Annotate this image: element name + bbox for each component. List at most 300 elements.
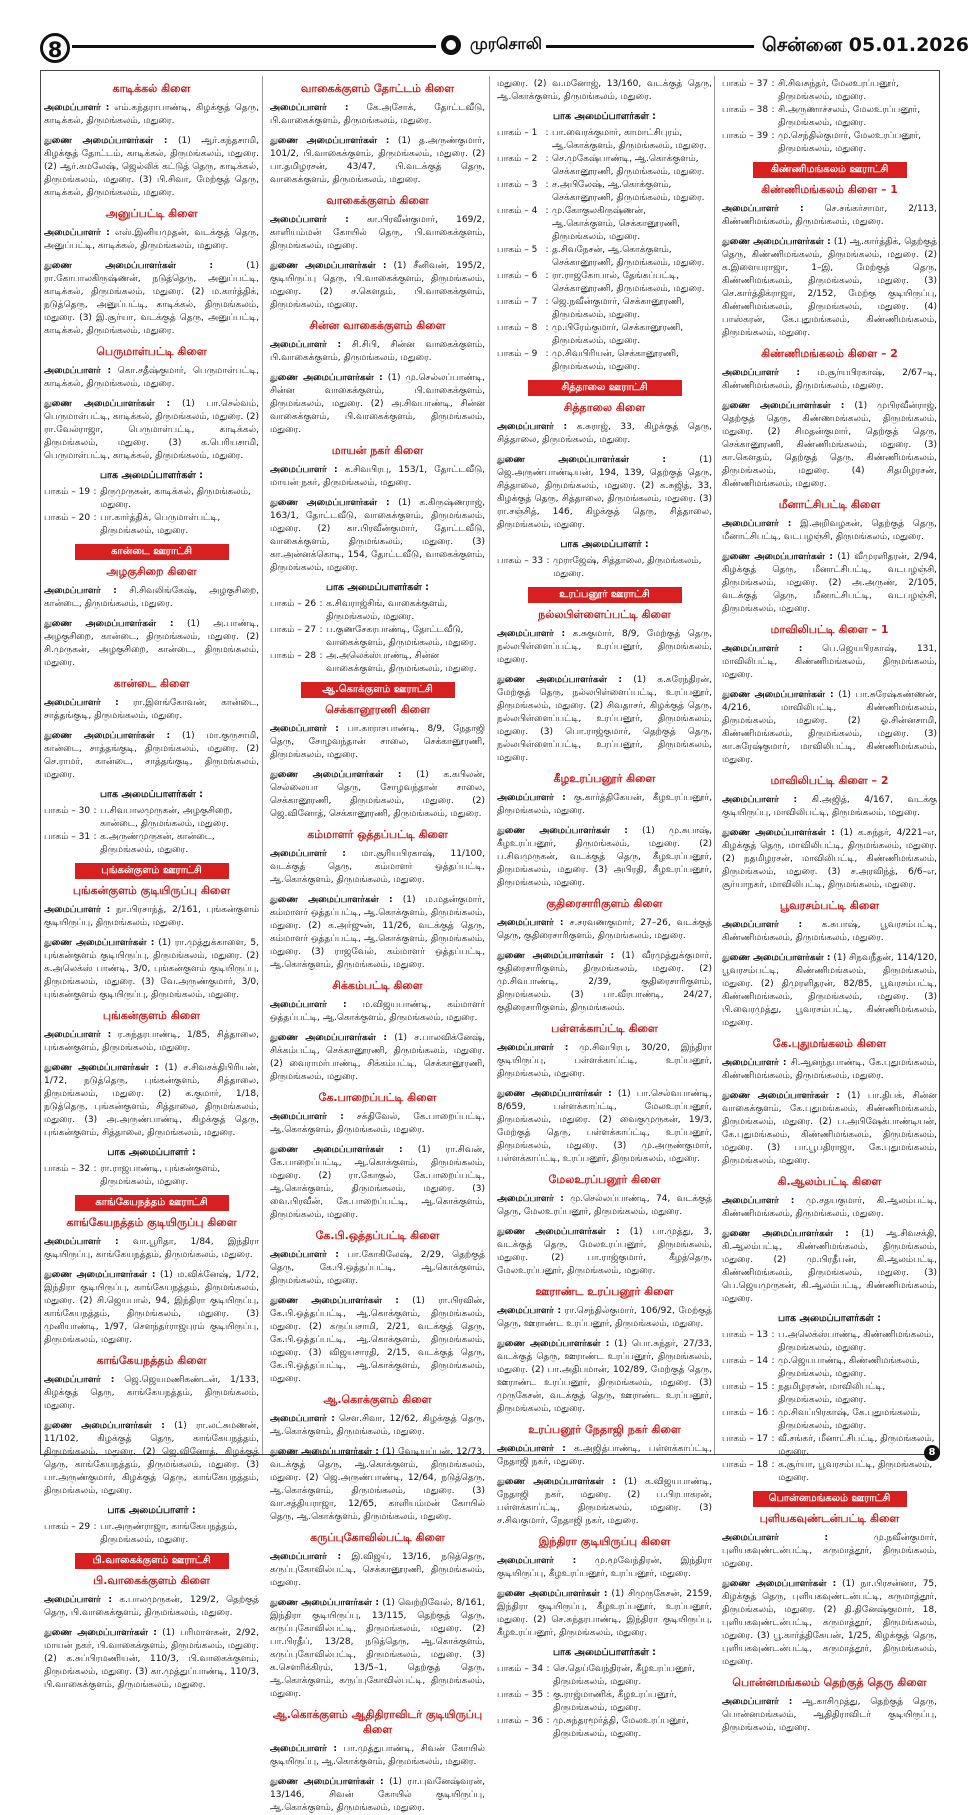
member-entry (44, 365, 259, 391)
entry-label: துணை அமைப்பாளர்கள் : (270, 1296, 399, 1306)
entry-label: அமைப்பாளர் : (722, 644, 803, 654)
member-entry (497, 674, 712, 765)
booth-row (722, 1407, 937, 1433)
branch-heading: ஆ.கொக்குளம் ஆதிதிராவிடர் குடியிருப்பு கிளை (272, 1708, 483, 1736)
separator: : (771, 79, 775, 89)
booth-member: மு.பிரேம்குமார், செக்கானூரணி, திருமங்கலம், மதுரை. (552, 323, 684, 346)
entry-text: (1) மா.குருசாமி, கான்டை, சாத்தங்குடி, திருமங்கலம், மதுரை. (2) செ.ராமர், கான்டை, சாத்தங்குடி, திருமங்கலம், மதுரை. (44, 731, 259, 780)
member-entry (722, 1696, 937, 1735)
entry-label: அமைப்பாளர் : (722, 795, 798, 805)
branch-heading: கம்மாளர் ஒத்தப்பட்டி கிளை (307, 828, 448, 841)
entry-text: (1) க.சுந்தர், 4/221–எ, கிழக்குத் தெரு, மாவிலிபட்டி, திருமங்கலம், மதுரை. (2) நதமிழரசன், மாவிலிபட்டி, கிண்ணிமங்கலம், திருமங்கலம், மதுரை. (3) ச.அரவிந்த், 6/6–எ, சூர்யாநகர், மாவிலிபட்டி, திருமங்கலம், மதுரை. (722, 828, 937, 890)
dateline: சென்னை 05.01.2026 (762, 34, 969, 56)
booth-row (497, 270, 712, 296)
booth-row (44, 831, 259, 857)
entry-label: துணை அமைப்பாளர்கள் : (722, 237, 831, 247)
branch-heading: புளியகவுண்டன்பட்டி கிளை (759, 1512, 900, 1525)
booth-list (44, 1521, 259, 1547)
member-entry (44, 1269, 259, 1347)
booth-member: முராஜேஷ், சித்தாலை, திருமங்கலம், மதுரை. (553, 556, 702, 579)
entry-label: துணை அமைப்பாளர்கள் : (722, 401, 845, 411)
booth-member: சி.சிவசுந்தர், மேலஉரப்பனூர், திருமங்கலம், மதுரை. (778, 79, 899, 102)
member-entry (497, 1555, 712, 1581)
entry-label: அமைப்பாளர் : (270, 103, 349, 113)
branch-heading: மாவிலிபட்டி கிளை – 1 (770, 623, 889, 636)
member-entry (44, 585, 259, 611)
booth-number: பாகம் – 26 (270, 599, 317, 609)
booth-number: பாகம் – 15 (722, 1382, 769, 1392)
entry-label: அமைப்பாளர் : (270, 465, 338, 475)
booth-member: செ.தெய்வேந்திரன், கீழஉரப்பனூர், திருமங்கலம், மதுரை. (553, 1664, 695, 1687)
booth-number: பாகம் – 8 (497, 323, 538, 333)
member-entry (497, 454, 712, 532)
entry-label: அமைப்பாளர் : (44, 1030, 112, 1040)
column-divider (714, 76, 715, 1454)
branch-heading: புங்கன்குளம் கிளை (102, 1009, 201, 1022)
entry-text: (1) பொ.சுந்தர், 27/33, வடக்குத் தெரு, ஊராண்ட உரப்பனூர், திருமங்கலம், மதுரை. (2) பா.அதிபமான், 102/89, மேற்குத் தெரு, ஊராண்ட உரப்பனூர், திருமங்கலம், மதுரை. (3) முருகேசன், வடக்குத் தெரு, ஊராண்ட உரப்பனூர், திருமங்கலம், மதுரை. (497, 1339, 712, 1414)
panchayat-banner: சித்தாலை ஊராட்சி (528, 380, 682, 396)
entry-text: (1) நா.பிரசன்னா, 75, கிழக்குத் தெரு, புளியகவுண்டன்பட்டி, கருமாத்தூர், திருமங்கலம், மதுரை. (2) தி.தினேஷ்குமார், 18, புளியகவுண்டன்பட்டி, கருமாத்தூர், திருமங்கலம், மதுரை. (3) பூ.கார்த்திகேயன், 1/25, கிழக்குத் தெரு, புளியகவுண்டன்பட்டி, கருமாத்தூர், திருமங்கலம், மதுரை. (722, 1579, 938, 1667)
booth-row (270, 650, 485, 676)
entry-text: ம.விஜயபாண்டி, கம்மாளர் ஒத்தப்பட்டி, ஆ.கொக்குளம், திருமங்கலம், மதுரை. (270, 1000, 485, 1023)
member-entry (44, 398, 259, 463)
entry-label: அமைப்பாளர் : (722, 1533, 829, 1543)
entry-label: அமைப்பாளர் : (270, 1250, 339, 1260)
member-entry (44, 1062, 259, 1140)
entry-label: துணை அமைப்பாளர்கள் : (270, 1145, 403, 1155)
booth-list (497, 555, 712, 581)
booth-number: பாகம் – 29 (44, 1522, 91, 1532)
entry-label: அமைப்பாளர் : (722, 1058, 787, 1068)
member-entry (270, 1551, 485, 1590)
member-entry (722, 794, 937, 820)
member-entry (722, 1057, 937, 1083)
branch-heading: அழகுசிறை கிளை (106, 565, 197, 578)
member-entry (722, 1090, 937, 1168)
entry-text: (1) ரா.கோபாலகிருஷ்ணன், நடுத்தெரு, அனுப்பட்டி, காடிக்கல், திருமங்கலம், மதுரை. (2) ம.கார்த்திக், நடுத்தெரு, அனுப்பட்டி, காடிக்கல், திருமங்கலம், மதுரை. (3) இ.சூர்யா, வடக்குத் தெரு, அனுப்பட்டி, காடிக்கல், திருமங்கலம், மதுரை. (44, 261, 259, 336)
branch-heading: இந்திரா குடியிருப்பு கிளை (538, 1535, 671, 1548)
entry-text: சி.ஆனந்தபாண்டி, கே.புதுமங்கலம், கிண்ணிமங்கலம், திருமங்கலம், மதுரை. (722, 1058, 937, 1081)
entry-label: துணை அமைப்பாளர்கள் : (44, 619, 174, 629)
branch-heading: வாகைக்குளம் தோட்டம் கிளை (300, 82, 455, 95)
entry-text: (1) சிநவநீதன், 114/120, பூவரசம்பட்டி, கிண்ணிமங்கலம், திருமங்கலம், மதுரை. (2) திமுரளிதரன், 82/85, பூவரசம்பட்டி, கிண்ணிமங்கலம், திருமங்கலம், மதுரை. (3) பி.வைரமுத்து, பூவரசம்பட்டி, கிண்ணிமங்கலம், மதுரை. (722, 953, 937, 1028)
entry-label: துணை அமைப்பாளர்கள் : (722, 1091, 840, 1101)
booth-row (497, 127, 712, 153)
branch-heading: சின்ன வாகைக்குளம் கிளை (309, 319, 446, 332)
member-entry (497, 792, 712, 818)
panchayat-banner: புங்கன்குளம் ஊராட்சி (75, 863, 229, 879)
booth-row (44, 512, 259, 538)
member-entry (44, 1594, 259, 1620)
entry-text: (1) ரா.பிரவின், கே.பி.ஒத்தப்பட்டி, ஆ.கொக்குளம், திருமங்கலம், மதுரை. (2) கருப்பசாமி, 2/21, வடக்குத் தெரு, கே.பி.ஒத்தப்பட்டி, ஆ.கொக்குளம், திருமங்கலம், மதுரை. (3) விஜயசாரதி, 2/15, வடக்குத் தெரு, கே.பி.ஒத்தப்பட்டி, ஆ.கொக்குளம், திருமங்கலம், மதுரை. (270, 1296, 485, 1384)
entry-text: ரா.இளங்கோவன், கான்டை, சாத்தங்குடி, திருமங்கலம், மதுரை. (44, 698, 259, 721)
booth-row (722, 104, 937, 130)
branch-heading: கிண்ணிமங்கலம் கிளை – 2 (761, 347, 898, 360)
entry-label: அமைப்பாளர் : (270, 724, 339, 734)
section-subheading: பாக அமைப்பாளர் : (107, 1147, 196, 1158)
entry-text: சௌ.சிவா, 12/62, கிழக்குத் தெரு, ஆ.கொக்குளம், திருமங்கலம், மதுரை. (270, 1414, 485, 1437)
member-entry (270, 1249, 485, 1288)
booth-row (497, 1715, 712, 1741)
section-subheading: பாக அமைப்பாளர் : (560, 539, 649, 550)
entry-label: துணை அமைப்பாளர்கள் : (497, 1477, 616, 1487)
booth-member: க.அருண்முருகன், கான்டை, திருமங்கலம், மதுரை. (100, 832, 215, 855)
entry-text: (1) முபிரவீன்ராஜ், தெற்குத் தெரு, கிண்ணமங்கலம், திருமங்கலம், மதுரை. (2) சிமதன்குமார், தெற்குத் தெரு, செக்கானூரணி, கிண்ணிமங்கலம், மதுரை. (3) கா.கௌதம், தெற்குத் தெரு, கிண்ணிமங்கலம், திருமங்கலம், மதுரை. (4) சிதமிழரசன், கிண்ணிமங்கலம், மதுரை. (722, 401, 937, 489)
entry-text: (1) பா.திபக், சின்ன வாகைக்குளம், கே.புதுமங்கலம், கிண்ணிமங்கலம், திருமங்கலம், மதுரை. (2) ப.அபிஷேக்பாண்டியன், கே.புதுமங்கலம், கிண்ணிமங்கலம், திருமங்கலம், மதுரை. (3) பா.பூபதிராஜா, கே.புதுமங்கலம், திருமங்கலம், மதுரை. (722, 1091, 937, 1166)
booth-member: மு.சுந்தரமூர்த்தி, மேலஉரப்பனூர், திருமங்கலம், மதுரை. (553, 1716, 689, 1739)
entry-label: அமைப்பாளர் : (722, 1196, 795, 1206)
entry-text: (1) ரா.புவனேஷ்வரன், 13/146, சிவன் கோயில் குடியிருப்பு, ஆ.கொக்குளம், திருமங்கலம், மதுரை. (270, 1777, 485, 1813)
entry-text: (1) வேடியப்பன், 12/73, வடக்குத் தெரு, ஆ.கொக்குளம், திருமங்கலம், மதுரை. (2) ஜெ.அருண்பாண்டி, 12/64, நடுத்தெரு, ஆ.கொக்குளம், திருமங்கலம், மதுரை. (3) வா.சத்தியராஜா, 12/65, காளியம்மன் கோயில் தெரு, ஆ.கொக்குளம், திருமங்கலம், மதுரை. (270, 1447, 485, 1522)
booth-row (497, 179, 712, 205)
member-entry (497, 1042, 712, 1081)
entry-label: துணை அமைப்பாளர்கள் : (270, 498, 390, 508)
member-entry (270, 372, 485, 437)
member-entry (722, 1195, 937, 1221)
branch-heading: புங்கன்குளம் குடியிருப்பு கிளை (72, 884, 231, 897)
separator: : (93, 832, 97, 842)
entry-text: (1) பா.சுரேஷ்கண்ணன், 4/216, மாவிலிபட்டி, கிண்ணிமங்கலம், திருமங்கலம், மதுரை. (2) ஓ.சின்னசாமி, கிண்ணிமங்கலம், திருமங்கலம், மதுரை. (3) கா.சுரேஷ்குமார், மாவிலிபட்டி, கிண்ணிமங்கலம், மதுரை. (722, 690, 937, 765)
entry-text: (1) வீரமுத்துக்குமார், குதிரைசாரிகுளம், திருமங்கலம், மதுரை. (2) மு.சிவபாண்டி, 2/39, குதிரைசாரிகுளம், திருமங்கலம். (3) பா.வீரபாண்டி, 24/27, குதிரைசாரிகுளம், திருமங்கலம். (497, 951, 712, 1013)
entry-text: (1) பா.செல்வபாண்டி, 8/659, பள்ளக்காப்ட்டி, மேலஉரப்பனூர், திருமங்கலம், மதுரை. (2) வைகுமுருகன், 19/3, மேற்குத் தெரு, பள்ளக்காப்ட்டி, உரப்பனூர், திருமங்கலம், மதுரை. (3) மு.அருண்குமார், பள்ளக்காப்ட்டி, உரப்பனூர், திருமங்கலம், மதுரை. (497, 1089, 712, 1164)
member-entry (497, 1476, 712, 1528)
entry-text: (1) க.விஜயபாண்டி, நேதாஜி நகர், மதுரை. (2) ப.பிரபாகரன், பள்ளக்காப்ட்டி, திருமங்கலம், மதுரை. (3) ச.சிவகுமார், நேதாஜி நகர், மதுரை. (497, 1477, 712, 1526)
booth-row (497, 1663, 712, 1689)
booth-number: பாகம் – 17 (722, 1434, 769, 1444)
member-entry (44, 1420, 259, 1498)
entry-text: பெ.ஜெயபிரகாஷ், 131, மாவிலிபட்டி, கிண்ணிமங்கலம், திருமங்கலம், மதுரை. (722, 644, 937, 680)
entry-label: துணை அமைப்பாளர்கள் : (44, 1063, 159, 1073)
entry-text: (1) அ.பாண்டி, அழகுசிறை, கான்டை, திருமங்கலம், மதுரை. (2) சி.முருகன், அழகுசிறை, கான்டை, திருமங்கலம், மதுரை. (44, 619, 259, 668)
member-entry (497, 1443, 712, 1469)
section-subheading: பாக அமைப்பாளர்கள் : (325, 582, 429, 593)
booth-row (497, 205, 712, 244)
entry-label: துணை அமைப்பாளர்கள் : (722, 1579, 837, 1589)
member-entry (270, 848, 485, 887)
booth-row (722, 78, 937, 104)
masthead-rule-right (546, 45, 754, 48)
entry-text: ரா.செந்தில்குமார், 106/92, மேற்குத் தெரு, ஊராண்ட உரப்பனூர், திருமங்கலம், மதுரை. (497, 1306, 712, 1329)
booth-member: ப.சிவபாலமுருகன், அழகுசிறை, கான்டை, திருமங்கலம், மதுரை. (100, 806, 233, 829)
member-entry (44, 904, 259, 930)
column-3 (497, 78, 712, 1739)
member-entry (270, 1413, 485, 1439)
entry-text: (1) ம.விக்னேஷ், 1/72, இந்திரா குடியிருப்பு, காங்கேயநத்தம், திருமங்கலம், மதுரை. (2) சி.ஜெயபால், 94, இந்திரா குடியிருப்பு, காங்கேயநத்தம், திருமங்கலம், மதுரை. (3) முனியாண்டி, 1/97, சௌந்தர்ராஜபுரம் குடியிருப்பு, திருமங்கலம், மதுரை. (44, 1270, 259, 1345)
entry-text: (1) மு.செல்லப்பாண்டி, சின்ன வாகைக்குளம், பி.வாகைக்குளம், திருமங்கலம், மதுரை. (2) அ.சிவபாண்டி, சின்ன வாகைக்குளம், பி.வாகைக்குளம், திருமங்கலம், மதுரை. (270, 373, 486, 435)
column-2 (270, 78, 486, 1813)
booth-number: பாகம் – 6 (497, 271, 538, 281)
separator: : (771, 1356, 775, 1366)
entry-label: அமைப்பாளர் : (497, 1556, 577, 1566)
booth-member: செ.முகேஷ்பாண்டி, ஆ.கொக்குளம், செக்கானூரணி, திருமங்கலம், மதுரை. (552, 154, 705, 177)
entry-label: அமைப்பாளர் : (722, 204, 804, 214)
entry-text: (1) க.கபிலன், செல்லையா தெரு, சோழவந்தான் சாலை, செக்கானூரணி, திருமங்கலம், மதுரை. (2) ஜெ.வினோத், செக்கானூரணி, திருமங்கலம், மதுரை. (270, 770, 485, 819)
member-entry (722, 203, 937, 229)
booth-number: பாகம் – 30 (44, 806, 91, 816)
entry-text: சி.சிவலிங்கேஷ், அழகுசிறை, கான்டை, திருமங்கலம், மதுரை. (44, 586, 259, 609)
member-entry (270, 999, 485, 1025)
member-entry (44, 1627, 259, 1692)
entry-text: (1) ச.பாலவிக்னேஷ், சிக்கம்பட்டி, செக்கானூரணி, திருமங்கலம், மதுரை. (2) வைராமர்பாண்டி, சிக்கம்பட்டி, செக்கானூரணி, திருமங்கலம், மதுரை. (270, 1033, 485, 1082)
entry-text: கி.அஜித், 4/167, வடக்கு குடியிருப்பு, மாவிலிபட்டி, திருமங்கலம், மதுரை. (722, 795, 937, 818)
separator: : (319, 625, 323, 635)
booth-row (497, 322, 712, 348)
separator: : (771, 105, 775, 115)
panchayat-banner: உரப்பனூர் ஊராட்சி (528, 587, 682, 603)
booth-number: பாகம் – 39 (722, 131, 769, 141)
entry-label: அமைப்பாளர் : (270, 1414, 335, 1424)
entry-text: (1) மு.சுபாஷ், கீழஉரப்பனூர், திருமங்கலம், மதுரை. (2) ப.சிவமுருகன், வடக்குத் தெரு, கீழஉரப்பனூர், திருமங்கலம், மதுரை. (3) அபிரதி, கீழஉரப்பனூர், திருமங்கலம், மதுரை. (497, 826, 712, 888)
branch-heading: மீனாட்சிபட்டி கிளை (778, 498, 881, 511)
entry-label: அமைப்பாளர் : (722, 920, 803, 930)
booth-row (497, 1689, 712, 1715)
separator: : (93, 806, 97, 816)
booth-number: பாகம் – 38 (722, 105, 769, 115)
separator: : (771, 1460, 775, 1470)
member-entry (270, 135, 485, 187)
member-entry (497, 1193, 712, 1219)
entry-label: துணை அமைப்பாளர்கள் : (44, 1421, 165, 1431)
entry-text: மு.நவீன்குமார், புளியகவுண்டன்பட்டி, கருமாத்தூர், திருமங்கலம், மதுரை. (722, 1533, 937, 1569)
entry-label: துணை அமைப்பாளர்கள் : (270, 1777, 384, 1787)
masthead (0, 0, 972, 62)
booth-list (270, 598, 485, 676)
booth-member: மு.சிவபிரியன், செக்கானூரணி, திருமங்கலம், மதுரை. (552, 349, 679, 372)
entry-text: ஆ.காசிமுத்து, தெற்குத் தெரு, பொன்னமங்கலம், ஆதிதிராவிடர் குடியிருப்பு, திருமங்கலம், மதுரை. (722, 1697, 937, 1733)
member-entry (270, 723, 485, 762)
booth-number: பாகம் – 37 (722, 79, 769, 89)
entry-label: துணை அமைப்பாளர்கள் : (270, 895, 393, 905)
branch-heading: உரப்பனூர் நேதாஜி நகர் கிளை (528, 1423, 681, 1436)
entry-text: (1) ஆர்.கந்தசாமி, கிழக்குத் தோட்டம், காடிக்கல், திருமங்கலம், மதுரை. (2) ஆர்.கமலேஷ், ஜெல்லிக் கட்டுத் தெரு, காடிக்கல், திருமங்கலம், மதுரை. (3) பி.சிவா, மேற்குத் தெரு, காடிக்கல், திருமங்கலம், மதுரை. (44, 136, 259, 198)
booth-member: மு.கோகுலகிருஷ்ணன், ஆ.கொக்குளம், செக்கானூரணி, திருமங்கலம், மதுரை. (552, 206, 680, 242)
entry-text: பா.முத்துபாண்டி, சிவன் கோயில் குடியிருப்பு, ஆ.கொக்குளம், திருமங்கலம், மதுரை. (270, 1744, 485, 1767)
booth-member: பா.வைரக்குமார், காமாட்சிபுரம், ஆ.கொக்குளம், திருமங்கலம், மதுரை. (552, 128, 707, 151)
member-entry (270, 464, 485, 490)
branch-heading: கே.புதுமங்கலம் கிளை (772, 1037, 887, 1050)
branch-heading: பள்ளக்காப்ட்டி கிளை (551, 1022, 658, 1035)
entry-label: துணை அமைப்பாளர்கள் : (270, 1447, 379, 1457)
booth-row (722, 1381, 937, 1407)
booth-number: பாகம் – 28 (270, 651, 317, 661)
entry-label: துணை அமைப்பாளர்கள் : (44, 261, 213, 271)
member-entry (44, 135, 259, 200)
booth-member: ச.அபிலேஷ், ஆ.கொக்குளம், செக்கானூரணி, திருமங்கலம், மதுரை. (552, 180, 705, 203)
entry-label: துணை அமைப்பாளர்கள் : (722, 1229, 849, 1239)
column-divider (489, 76, 490, 1454)
entry-label: துணை அமைப்பாளர்கள் : (497, 951, 615, 961)
entry-text: மதுரை. (2) வ.மனோஜ், 13/160, வடக்குத் தெரு, ஆ.கொக்குளம், திருமங்கலம், மதுரை. (497, 79, 712, 102)
entry-text: ஜெ.ஜெயமணிகண்டன், 1/133, கிழக்குத் தெரு, காங்கேயநத்தம், திருமங்கலம், மதுரை. (44, 1375, 259, 1411)
member-entry (270, 1295, 485, 1386)
booth-number: பாகம் – 18 (722, 1460, 769, 1470)
member-entry (270, 1446, 485, 1524)
member-entry (722, 919, 937, 945)
member-entry (722, 1228, 937, 1306)
booth-member: திருமுருகன், காடிக்கல், திருமங்கலம், மதுரை. (100, 487, 251, 510)
entry-label: துணை அமைப்பாளர்கள் : (497, 1227, 620, 1237)
branch-heading: கி.ஆலம்பட்டி கிளை (777, 1175, 882, 1188)
member-entry (270, 214, 485, 253)
entry-text: செ.சங்கர்சாமா, 2/113, கிண்ணிமங்கலம், திருமங்கலம், மதுரை. (722, 204, 937, 227)
entry-label: அமைப்பாளர் : (270, 1000, 347, 1010)
booth-member: ரா.ராஜகோபால், தேங்கப்பட்டி, செக்கானூரணி, திருமங்கலம், மதுரை. (552, 271, 705, 294)
member-entry (270, 260, 485, 312)
entry-label: அமைப்பாளர் : (497, 1306, 562, 1316)
booth-number: பாகம் – 19 (44, 487, 91, 497)
entry-label: அமைப்பாளர் : (497, 918, 564, 928)
booth-row (44, 805, 259, 831)
booth-member: மு.செந்தில்குமார், மேலஉரப்பனூர், திருமங்கலம், மதுரை. (778, 131, 922, 154)
booth-list (44, 805, 259, 857)
branch-heading: ஊராண்ட உரப்பனூர் கிளை (535, 1285, 674, 1298)
booth-row (497, 244, 712, 270)
member-entry (497, 825, 712, 890)
entry-text: ர.சுந்தரபாண்டி, 1/85, சித்தாலை, புங்கன்குளம், திருமங்கலம், மதுரை. (44, 1030, 259, 1053)
entry-text: எம்.கந்தராபாண்டி, கிழக்குத் தெரு, காடிக்கல், திருமங்கலம், மதுரை. (44, 103, 259, 126)
member-entry (497, 78, 712, 104)
entry-text: (1) வெற்றிவேல், 8/161, இந்திரா குடியிருப்பு, 13/115, தெற்குத் தெரு, கருப்புகோவில்பட்டி, திருமங்கலம், மதுரை. (2) பா.பிரதீப், 13/28, நடுத்தெரு, ஆ.கொக்குளம், கருப்புகோவில்பட்டி, திருமங்கலம், மதுரை. (3) க.சௌரிக்கிரம், 13/5–1, தெற்குத் தெரு, ஆ.கொக்குளம், கருப்புகோவில்பட்டி, திருமங்கலம், மதுரை. (270, 1598, 485, 1699)
entry-text: எஸ்.இனியமுதன், வடக்குத் தெரு, அனுப்பட்டி, காடிக்கல், திருமங்கலம், மதுரை. (44, 228, 259, 251)
entry-text: (1) சிமுருகேசன், 2159, இந்திரா குடியிருப்பு, கீழஉரப்பனூர், உரப்பனூர், மதுரை. (2) செ.சுந்தரபாண்டி, இந்திரா குடியிருப்பு, கீழஉரப்பனூர், திருமங்கலம், மதுரை. (497, 1589, 712, 1638)
member-entry (722, 551, 937, 616)
separator: : (545, 154, 549, 164)
separator: : (771, 1330, 775, 1340)
entry-label: அமைப்பாளர் : (497, 422, 568, 432)
member-entry (497, 1088, 712, 1166)
member-entry (497, 1305, 712, 1331)
entry-label: அமைப்பாளர் : (44, 1237, 119, 1247)
booth-number: பாகம் – 27 (270, 625, 317, 635)
booth-row (722, 1329, 937, 1355)
separator: : (545, 297, 549, 307)
entry-label: துணை அமைப்பாளர்கள் : (497, 1339, 610, 1349)
member-entry (44, 1236, 259, 1262)
entry-label: துணை அமைப்பாளர்கள் : (722, 690, 834, 700)
booth-member: ப.குணசேகரபாண்டி, தோட்டவீடு, வாகைக்குளம், திருமங்கலம், மதுரை. (326, 625, 477, 648)
entry-text: (1) ரா.முத்துக்காளை, 5, புங்கன்குளம் குடியிருப்பு, திருமங்கலம், மதுரை. (2) க.அலெக்ஸ் பாண்டி, 3/0, புங்கன்குளம் குடியிருப்பு, திருமங்கலம், மதுரை. (3) வே.அருண்குமார், 3/0, புங்கன்குளம் குடியிருப்பு, திருமங்கலம், மதுரை. (44, 938, 259, 1000)
entry-text: (1) ச.சிவசக்திபிரியன், 1/72, நடுத்தெரு, புங்கன்குளம், சித்தாலை, திருமங்கலம், மதுரை. (2) க.குமார், 1/18, நடுத்தெரு, புங்கன்குளம், சித்தாலை, திருமங்கலம், மதுரை. (3) அ.அருண்பாண்டி, கிழக்குத் தெரு, புங்கன்குளம், சித்தாலை, திருமங்கலம், மதுரை. (44, 1063, 259, 1138)
booth-list (497, 1663, 712, 1741)
column-4 (722, 78, 938, 1733)
booth-member: கு.ராஜ்மாணிக், கீழஉரப்பனூர், திருமங்கலம், மதுரை. (553, 1690, 677, 1713)
member-entry (722, 367, 937, 393)
booth-row (722, 1459, 937, 1485)
branch-heading: செக்கானூரணி கிளை (325, 703, 430, 716)
entry-label: துணை அமைப்பாளர்கள் : (722, 552, 834, 562)
entry-text: (1) ஆ.சிவசக்தி, கி.ஆலம்பட்டி, கிண்ணிமங்கலம், திருமங்கலம், மதுரை. (2) மு.பிரதீபன், கி.ஆலம்பட்டி, கிண்ணிமங்கலம், திருமங்கலம், மதுரை. (3) பெ.ஜெயமுருகன், கி.ஆலம்பட்டி, கிண்ணிமங்கலம், மதுரை. (722, 1229, 937, 1304)
section-subheading: பாக அமைப்பாளர்கள் : (552, 111, 656, 122)
entry-text: கா.பிரவீன்குமார், 169/2, காளியம்மன் கோயில் தெரு, பி.வாகைக்குளம், திருமங்கலம், மதுரை. (270, 215, 485, 251)
booth-member: க.சூர்யா, பூவரசம்பட்டி, திருமங்கலம், மதுரை. (778, 1460, 933, 1483)
booth-list (44, 486, 259, 538)
branch-heading: கீழஉரப்பனூர் கிளை (553, 772, 656, 785)
entry-label: துணை அமைப்பாளர்கள் : (44, 136, 168, 146)
booth-member: அ.அலெக்ஸ்பாண்டி, சின்ன வாகைக்குளம், திருமங்கலம், மதுரை. (326, 651, 477, 674)
booth-number: பாகம் – 32 (44, 1164, 91, 1174)
branch-heading: மேலஉரப்பனூர் கிளை (548, 1173, 661, 1186)
separator: : (771, 1408, 775, 1418)
section-subheading: பாக அமைப்பாளர்கள் : (99, 470, 203, 481)
member-entry (270, 1597, 485, 1701)
panchayat-banner: கான்டை ஊராட்சி (75, 544, 229, 560)
member-entry (44, 697, 259, 723)
column-1 (44, 78, 259, 1690)
branch-heading: கிண்ணிமங்கலம் கிளை – 1 (761, 183, 898, 196)
entry-text: பா.காராசபாண்டி, 8/9, நேதாஜி தெரு, சோழவந்தான் சாலை, செக்கானூரணி, திருமங்கலம், மதுரை. (270, 724, 485, 760)
separator: : (546, 556, 550, 566)
booth-member: ப.அலெக்ஸ்பாண்டி, கிண்ணிமங்கலம், திருமங்கலம், மதுரை. (778, 1330, 934, 1353)
booth-row (270, 624, 485, 650)
entry-label: துணை அமைப்பாளர்கள் : (44, 731, 171, 741)
booth-number: பாகம் – 16 (722, 1408, 769, 1418)
entry-text: (1) ஜெ.அருண்பாண்டியன், 194, 139, தெற்குத் தெரு, சித்தாலை, திருமங்கலம், மதுரை. (2) க.சுஜித், 33, கிழக்குத் தெரு, சித்தாலை, திருமங்கலம், மதுரை. (3) ரா.சஞ்சித், 146, கிழக்குத் தெரு, சித்தாலை, திருமங்கலம், மதுரை. (497, 455, 712, 530)
booth-member: பா.கார்த்திக், பெருமாள்பட்டி, திருமங்கலம், மதுரை. (100, 513, 221, 536)
member-entry (497, 1226, 712, 1278)
entry-label: துணை அமைப்பாளர்கள் : (497, 1589, 608, 1599)
member-entry (44, 227, 259, 253)
member-entry (44, 730, 259, 782)
member-entry (497, 950, 712, 1015)
branch-heading: கான்டை கிளை (113, 677, 190, 690)
entry-label: துணை அமைப்பாளர்கள் : (44, 938, 155, 948)
member-entry (722, 1578, 937, 1669)
panchayat-banner: காங்கேயநத்தம் ஊராட்சி (75, 1195, 229, 1211)
entry-label: துணை அமைப்பாளர்கள் : (270, 770, 402, 780)
branch-heading: பூவரசம்பட்டி கிளை (779, 899, 880, 912)
entry-label: அமைப்பாளர் : (44, 905, 111, 915)
separator: : (771, 1382, 775, 1392)
separator: : (545, 206, 549, 216)
branch-heading: பி.வாகைக்குளம் கிளை (93, 1574, 210, 1587)
entry-label: அமைப்பாளர் : (270, 1552, 342, 1562)
booth-number: பாகம் – 34 (497, 1664, 544, 1674)
separator: : (93, 1164, 97, 1174)
entry-label: துணை அமைப்பாளர்கள் : (44, 1270, 156, 1280)
entry-text: (1) க.கரேந்திரன், மேற்குத் தெரு, நல்லபிள்ளைப்பட்டி, உரப்பனூர், திருமங்கலம், மதுரை. (2) சிவதாசர், கிழக்குத் தெரு, நல்லபிள்ளைப்பட்டி, உரப்பனூர், திருமங்கலம், மதுரை. (3) பொ.ராஜ்குமார், தெற்குத் தெரு, நல்லபிள்ளைப்பட்டி, உரப்பனூர், திருமங்கலம், மதுரை. (497, 675, 712, 763)
member-entry (722, 400, 937, 491)
member-entry (44, 1029, 259, 1055)
entry-text: கே.அசோக், தோட்டவீடு, பி.வாகைக்குளம், திருமங்கலம், மதுரை. (270, 103, 485, 126)
entry-label: அமைப்பாளர் : (44, 103, 110, 113)
member-entry (44, 1374, 259, 1413)
entry-label: அமைப்பாளர் : (497, 1444, 566, 1454)
entry-label: அமைப்பாளர் : (270, 1744, 337, 1754)
separator: : (93, 1522, 97, 1532)
entry-text: (1) பா.செல்வம், பெருமாள்பட்டி, காடிக்கல், திருமங்கலம், மதுரை. (2) ரா.வேல்ராஜா, பெருமாள்பட்டி, காடிக்கல், திருமங்கலம், மதுரை. (3) க.பெரியசாமி, பெருமாள்பட்டி, காடிக்கல், திருமங்கலம், மதுரை. (44, 399, 259, 461)
booth-member: க.சிவராஜ்சிங், வாகைக்குளம், திருமங்கலம், மதுரை. (326, 599, 448, 622)
entry-label: துணை அமைப்பாளர்கள் : (270, 373, 383, 383)
member-entry (722, 1532, 937, 1571)
separator: : (771, 1434, 775, 1444)
branch-heading: சித்தாலை கிளை (563, 401, 646, 414)
entry-label: துணை அமைப்பாளர்கள் : (722, 953, 831, 963)
entry-text: மு.சதயகுமார், கி.ஆலம்பட்டி, கிண்ணிமங்கலம், திருமங்கலம், மதுரை. (722, 1196, 937, 1219)
section-subheading: பாக அமைப்பாளர் : (107, 1505, 196, 1516)
member-entry (497, 917, 712, 943)
booth-row (44, 486, 259, 512)
panchayat-banner: ஆ.கொக்குளம் ஊராட்சி (301, 682, 455, 698)
member-entry (270, 339, 485, 365)
separator: : (545, 271, 549, 281)
booth-list (722, 1329, 937, 1485)
entry-text: (1) பா.முத்து, 3, வடக்குத் தெரு, மேலஉரப்பனூர், திருமங்கலம், மதுரை. (2) பா.ராஜ்குமார், கீழத்தெரு, மேலஉரப்பனூர், திருமங்கலம், மதுரை. (497, 1227, 712, 1276)
booth-row (270, 598, 485, 624)
booth-row (722, 1355, 937, 1381)
booth-member: மு.ஜெயபாண்டி, கிண்ணிமங்கலம், திருமங்கலம், மதுரை. (778, 1356, 920, 1379)
booth-number: பாகம் – 3 (497, 180, 538, 190)
booth-number: பாகம் – 31 (44, 832, 91, 842)
